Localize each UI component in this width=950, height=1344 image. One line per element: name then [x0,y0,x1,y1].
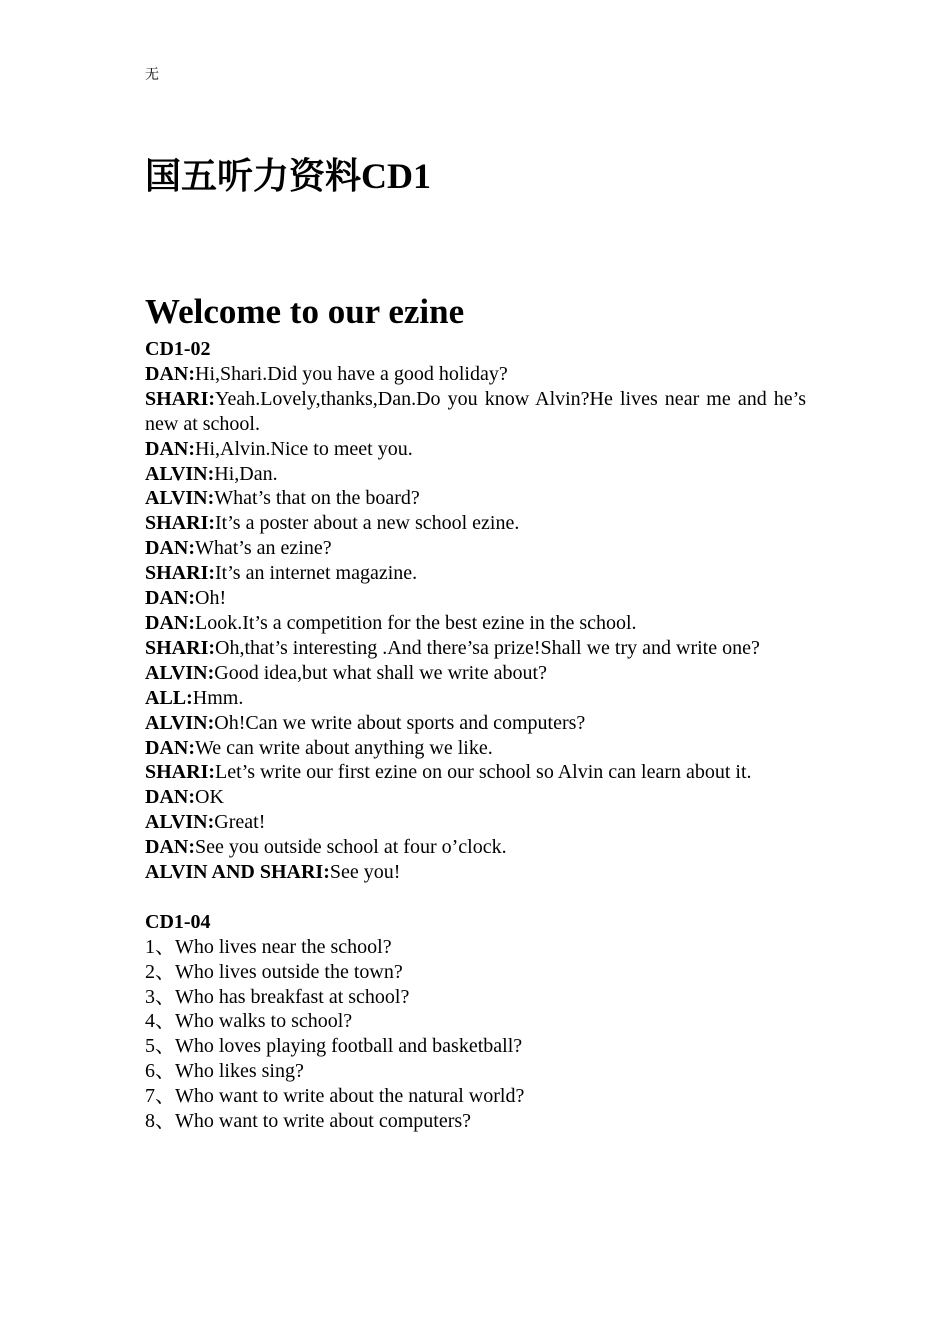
line-text: Hi,Alvin.Nice to meet you. [195,437,413,460]
question-item: 6、Who likes sing? [145,1060,304,1083]
track-label-cd1-04: CD1-04 [145,910,211,933]
dialogue [145,362,806,885]
line-text: Great! [214,811,266,834]
dialogue-line [145,611,806,636]
speaker-name: ALVIN: [145,711,215,734]
speaker-name: SHARI: [145,636,216,659]
line-text: Hmm. [192,686,244,709]
dialogue-line [145,362,806,387]
speaker-name: DAN: [145,362,195,385]
line-text: Hi,Dan. [214,462,278,485]
line-text: Oh,that’s interesting .And there’sa prize!Shall we try and write one? [215,636,760,659]
speaker-name: ALVIN AND SHARI: [145,861,330,884]
question-item: 8、Who want to write about computers? [145,1110,472,1133]
speaker-name: SHARI: [145,761,216,784]
line-text: It’s an internet magazine. [215,562,418,585]
speaker-name: DAN: [145,786,195,809]
dialogue-line [145,586,806,611]
line-text: Oh!Can we write about sports and computers? [214,711,586,734]
speaker-name: SHARI: [145,512,216,535]
line-text: See you! [329,861,401,884]
speaker-name: DAN: [145,537,195,560]
line-text: Look.It’s a competition for the best ezine in the school. [195,611,637,634]
dialogue-line [145,711,806,736]
dialogue-line [145,511,806,536]
dialogue-line [145,437,806,462]
dialogue-line [145,810,806,835]
speaker-name: ALVIN: [145,661,215,684]
dialogue-line [145,736,806,761]
dialogue-line [145,462,806,487]
speaker-name: SHARI: [145,387,216,410]
line-text: What’s an ezine? [195,537,332,560]
line-text: Hi,Shari.Did you have a good holiday? [195,362,508,385]
question-item: 5、Who loves playing football and basketball? [145,1035,523,1058]
question-item: 2、Who lives outside the town? [145,960,403,983]
speaker-name: DAN: [145,836,195,859]
dialogue-line [145,561,806,586]
dialogue-line [145,686,806,711]
document-title: 国五听力资料CD1 [145,156,431,196]
speaker-name: DAN: [145,611,195,634]
speaker-name: DAN: [145,587,195,610]
dialogue-line [145,860,806,885]
speaker-name: ALVIN: [145,462,215,485]
speaker-name: DAN: [145,437,195,460]
speaker-name: DAN: [145,736,195,759]
line-text: OK [195,786,224,809]
speaker-name: ALVIN: [145,811,215,834]
line-text: Yeah.Lovely,thanks,Dan.Do you know Alvin?He lives near me and he’s new at school. [145,387,806,435]
dialogue-line [145,387,806,437]
transcript-body [145,337,806,1134]
line-text: We can write about anything we like. [195,736,493,759]
line-text: Good idea,but what shall we write about? [214,661,547,684]
speaker-name: ALVIN: [145,487,215,510]
question-item: 7、Who want to write about the natural world? [145,1085,525,1108]
question-item: 3、Who has breakfast at school? [145,985,410,1008]
dialogue-line [145,835,806,860]
speaker-name: SHARI: [145,562,216,585]
line-text: It’s a poster about a new school ezine. [215,512,520,535]
question-item: 1、Who lives near the school? [145,935,392,958]
track-label-cd1-02: CD1-02 [145,338,211,360]
dialogue-line [145,760,806,785]
section-title: Welcome to our ezine [145,292,465,331]
question-list [145,935,806,1134]
dialogue-line [145,785,806,810]
line-text: Oh! [195,587,227,610]
line-text: See you outside school at four o’clock. [195,836,507,859]
paragraph-spacer [145,885,806,910]
line-text: Let’s write our first ezine on our school so Alvin can learn about it. [215,761,752,784]
question-item: 4、Who walks to school? [145,1010,353,1033]
header-note: 无 [145,68,159,83]
dialogue-line [145,661,806,686]
dialogue-line [145,636,806,661]
dialogue-line [145,536,806,561]
speaker-name: ALL: [145,686,193,709]
dialogue-line [145,486,806,511]
line-text: What’s that on the board? [214,487,420,510]
